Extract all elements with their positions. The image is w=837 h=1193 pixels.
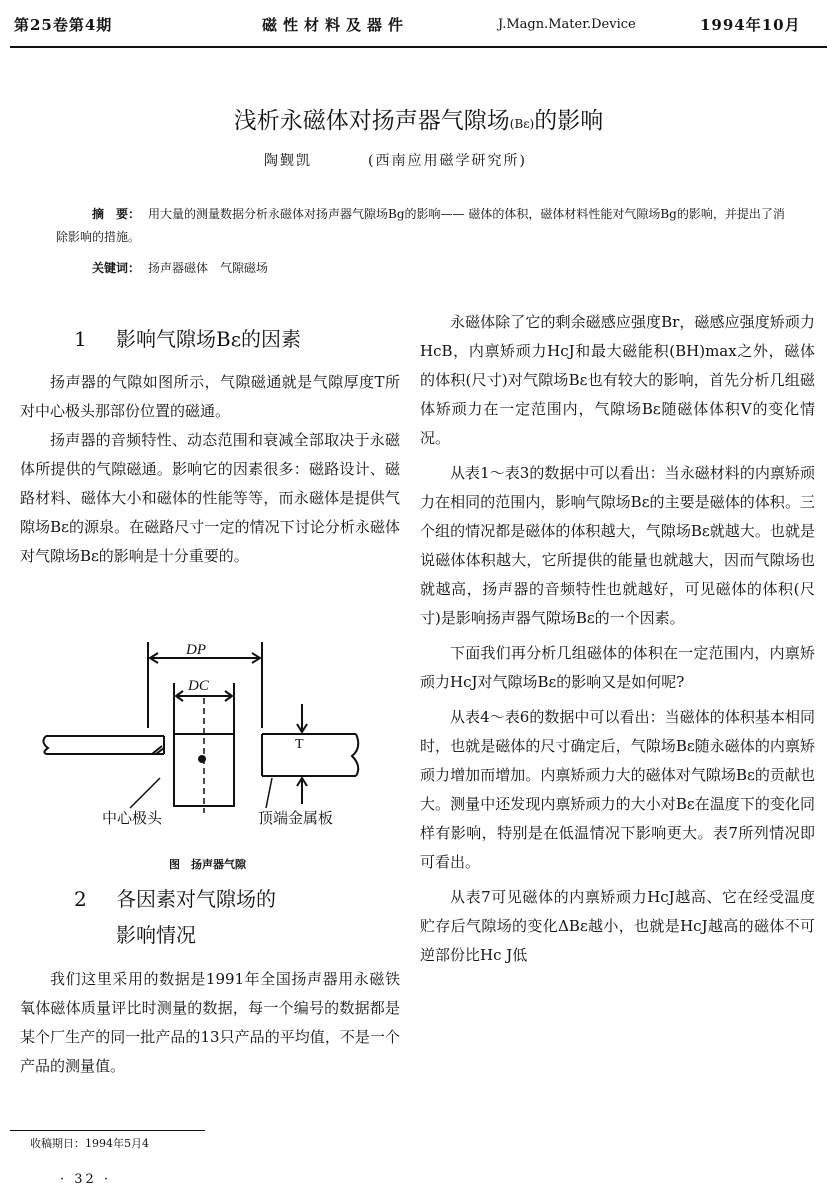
abstract-text: 用大量的测量数据分析永磁体对扬声器气隙场Bg的影响—— 磁体的体积，磁体材料性能对气隙场Bg的影响，并提出了消除影响的措施。 (56, 207, 785, 244)
figure-label-center-pole: 中心极头 (102, 809, 163, 827)
section-2-title-line1: 各因素对气隙场的 (116, 887, 276, 911)
section-1-heading (74, 324, 301, 354)
section-2-heading (74, 884, 276, 914)
paragraph: 从表4～表6的数据中可以看出：当磁体的体积基本相同时，也就是磁体的尺寸确定后，气隙场Bε随永磁体的内禀矫顽力增加而增加。内禀矫顽力大的磁体对气隙场Bε的贡献也大。测量中还发现内禀矫顽力的大小对Bε在温度下的变化同样有影响，特别是在低温情况下影响更大。表7所列情况即可看出。 (420, 708, 815, 871)
abstract-label: 摘 要： (92, 207, 141, 221)
figure-label-t: T (295, 737, 304, 752)
figure-caption: 图 扬声器气隙 (169, 858, 246, 871)
section-1-number: 1 (74, 327, 87, 351)
paragraph: 永磁体除了它的剩余磁感应强度Br，磁感应强度矫顽力HcB，内禀矫顽力HcJ和最大磁能积(BH)max之外，磁体的体积(尺寸)对气隙场Bε也有较大的影响，首先分析几组磁体矫顽力在一定范围内，气隙场Bε随磁体体积V的变化情况。 (420, 313, 815, 447)
figure-label-dp: DP (186, 642, 206, 658)
keywords (56, 257, 796, 280)
paragraph: 从表1～表3的数据中可以看出：当永磁材料的内禀矫顽力在相同的范围内，影响气隙场Bε的主要是磁体的体积。三个组的情况都是磁体的体积越大，气隙场Bε就越大。也就是说磁体体积越大，它所提供的能量也就越大，因而气隙场也就越高，扬声器的音频特性也就越好，可见磁体的体积(尺寸)是影响扬声器气隙场Bε的一个因素。 (420, 464, 815, 627)
section-2-number: 2 (74, 887, 87, 911)
author-affiliation: (西南应用磁学研究所) (368, 153, 527, 169)
header-rule (10, 46, 827, 48)
footnote-rule (10, 1130, 205, 1131)
journal-name-en: J.Magn.Mater.Device (498, 17, 636, 32)
abstract (56, 203, 796, 249)
author-name: 陶觐凯 (264, 153, 312, 169)
section-1-body (20, 368, 400, 571)
paragraph: 下面我们再分析几组磁体的体积在一定范围内，内禀矫顽力HcJ对气隙场Bε的影响又是如何呢? (420, 644, 815, 691)
figure-label-top-plate: 顶端金属板 (258, 809, 334, 827)
paragraph: 从表7可见磁体的内禀矫顽力HcJ越高、它在经受温度贮存后气隙场的变化ΔBε越小，也就是HcJ越高的磁体不可逆部份比Hc J低 (420, 888, 815, 964)
journal-name: 磁性材料及器件 (262, 16, 410, 34)
page-number: · 32 · (60, 1172, 112, 1187)
paragraph: 我们这里采用的数据是1991年全国扬声器用永磁铁氧体磁体质量评比时测量的数据，每一个编号的数据都是某个厂生产的同一批产品的13只产品的平均值，不是一个产品的测量值。 (20, 970, 400, 1075)
figure-label-dc: DC (188, 678, 209, 694)
issue-date: 1994年10月 (700, 16, 801, 34)
paper-title (0, 102, 837, 135)
paragraph: 扬声器的气隙如图所示，气隙磁通就是气隙厚度T所对中心极头那部份位置的磁通。 (20, 373, 400, 420)
keywords-text: 扬声器磁体 气隙磁场 (148, 261, 269, 275)
keywords-label: 关键词： (92, 261, 141, 275)
section-2-body (20, 965, 400, 1081)
journal-volume: 第25卷第4期 (14, 16, 113, 34)
section-1-title: 影响气隙场Bε的因素 (116, 327, 302, 351)
section-2-heading-line2: 影响情况 (116, 923, 196, 947)
footnote: 收稿期日：1994年5月4 (30, 1137, 149, 1150)
air-gap-figure (40, 638, 360, 838)
paragraph: 扬声器的音频特性、动态范围和衰减全部取决于永磁体所提供的气隙磁通。影响它的因素很多：磁路设计、磁路材料、磁体大小和磁体的性能等等，而永磁体是提供气隙场Bε的源泉。在磁路尺寸一定的情况下讨论分析永磁体对气隙场Bε的影响是十分重要的。 (20, 431, 400, 565)
right-column-body (420, 308, 815, 970)
title-main: 浅析永磁体对扬声器气隙场 (233, 108, 510, 134)
title-tail: 的影响 (534, 108, 604, 134)
title-symbol: (Bε) (509, 117, 535, 131)
